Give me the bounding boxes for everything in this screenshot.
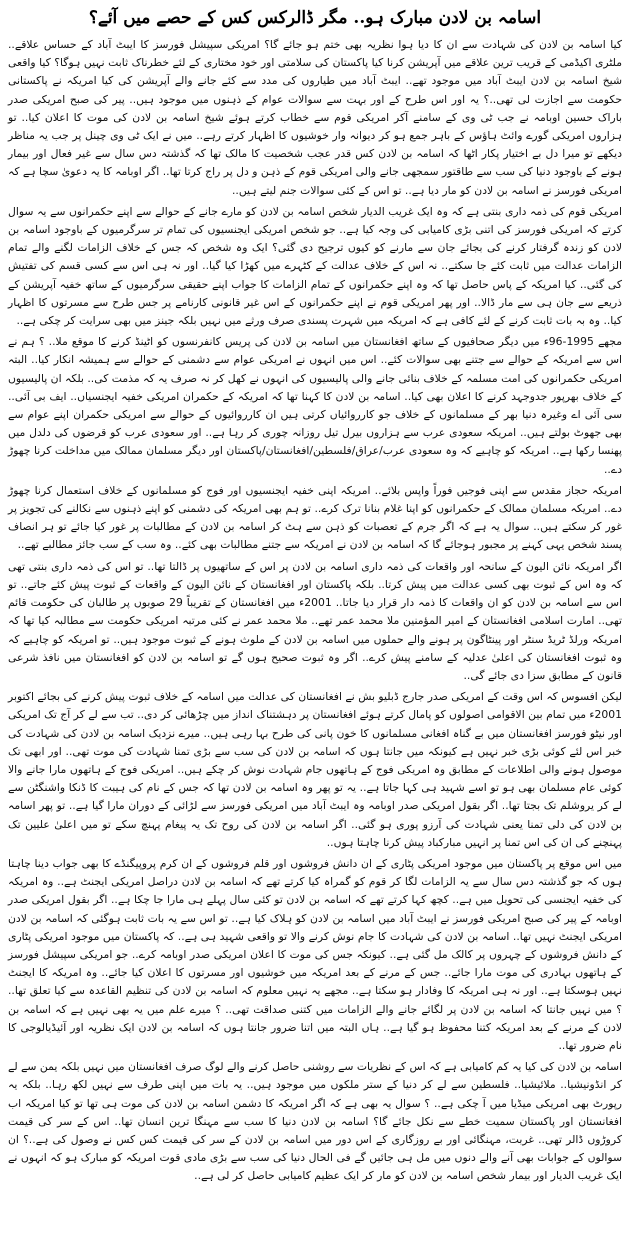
article-paragraph: مجھے 1995-96ء میں دیگر صحافیوں کے ساتھ افغانستان میں اسامہ بن لادن کی پریس کانفرنسوں کو اٹینڈ کرنے کا موقع ملا.. ؟ ہم نے اس سے امریکہ کے حوالے سے جتنے بھی سوالات کئے.. اس میں انہوں نے امریکی عوام سے دشمنی کے حوالے سے ہمیشہ انکار کیا.. البتہ امریکی حکمرانوں کی امت مسلمہ کے خلاف بنائی جانے والی پالیسیوں کی انہوں نے کھل کر نہ صرف یہ کہ مذمت کی.. بلکہ ان پالیسیوں کے خلاف بھرپور جدوجہد کرنے کا اعلان بھی کیا.. اسامہ بن لادن کا کہنا تھا کہ امریکہ کے حکمران امریکی خفیہ ایجنسیاں.. ایف بی آئی.. سی آئی اے وغیرہ دنیا بھر کے مسلمانوں کے خلاف جو کارروائیاں کرتی ہیں ان کارروائیوں کے حوالے سے امریکی حکمران اپنے عوام سے بھی جھوٹ بولتے ہیں.. امریکہ سعودی عرب سے ہزاروں بیرل تیل روزانہ چوری کر رہا ہے.. اور سعودی عرب کو قرضوں کی دلدل میں پھنسا رکھا ہے.. امریکہ کو چاہیے کہ وہ سعودی عرب/عراق/فلسطین/افغانستان/پاکستان اور دیگر مسلمان ممالک میں مداخلت کرنا چھوڑ دے.. (8, 335, 623, 476)
article-paragraph: میں اس موقع پر پاکستان میں موجود امریکی پٹاری کے ان دانش فروشوں اور قلم فروشوں کے ان کرم پروپیگنڈے کا بھی جواب دینا چاہتا ہوں کہ جو گذشتہ دس سال سے یہ الزامات لگا کر قوم کو گمراہ کیا کرتے تھے کہ اسامہ بن لادن دراصل امریکی ایجنٹ ہے.. وہ امریکہ کی خفیہ ایجنسی کی تحویل میں ہے.. کچھ کہا کرتے تھے کہ اسامہ بن لادن تو کئی سال پہلے ہی مارا جا چکا ہے.. اگر بقول امریکی صدر اوبامہ کے پیر کی صبح امریکی فورسز نے ایبٹ آباد میں اسامہ بن لادن کو ہلاک کیا ہے.. تو اس سے یہ بات ثابت ہوگئی کہ اسامہ بن لادن امریکی ایجنٹ نہیں تھا.. اسامہ بن لادن کی شہادت کا جام نوش کرنے والا تو واقعی شہید ہی ہے.. کہ پاکستان میں موجود امریکی پٹاری کے دانش فروشوں کے چہروں پر کالک مل گئی ہے.. کیونکہ جس کی موت کا اعلان امریکی صدر اوبامہ کرے.. جو امریکی سپیشل فورسز کے ہاتھوں بہادری کی موت مارا جائے.. جس کے مرنے کے بعد امریکہ میں خوشیوں اور مسرتوں کا اعلان کیا جائے.. وہ امریکہ کا ایجنٹ نہیں ہوسکتا ہے.. اور نہ ہی امریکہ کا وفادار ہو سکتا ہے.. مجھے یہ نہیں معلوم کہ اسامہ بن لادن کی تنظیم القاعدہ سے کیا تعلق تھا.. ؟ میں نہیں جانتا کہ اسامہ بن لادن پر لگائے جانے والے الزامات میں کتنی صداقت تھی.. ؟ میرے علم میں یہ بھی نہیں ہے کہ اسامہ بن لادن کے مرنے کے بعد امریکہ کتنا محفوظ ہو گیا ہے.. ہاں البتہ میں اتنا ضرور جانتا ہوں کہ اسامہ بن لادن ایک نظریہ اور آئیڈیالوجی کا نام ضرور تھا.. (8, 856, 622, 1052)
article-body (8, 36, 622, 1186)
article-paragraph: کیا اسامہ بن لادن کی شہادت سے ان کا دیا ہوا نظریہ بھی ختم ہو جائے گا؟ امریکی سپیشل فورسز کا ایبٹ آباد کے حساس علاقے.. ملٹری اکیڈمی کے قریب ترین علاقے میں آپریشن کرنا کیا پاکستان کی سلامتی اور خود مختاری کے لئے خطرناک ثابت نہیں ہوگا؟ کیا واقعی شیخ اسامہ بن لادن ایبٹ آباد میں موجود تھے.. ایبٹ آباد میں طیاروں کی مدد سے کئے جانے والے آپریشن کی کیا امریکہ نے پاکستانی حکومت سے اجازت لی تھی..؟ یہ اور اس طرح کے اور بہت سے سوالات عوام کے ذہنوں میں موجود ہیں.. پیر کی صبح امریکی صدر باراک حسین اوبامہ نے جب ٹی وی کے سامنے آکر امریکی قوم سے خطاب کرتے ہوئے شیخ اسامہ بن لادن کی موت کا اعلان کیا.. تو ہزاروں امریکی گورے وائٹ ہاؤس کے باہر جمع ہو کر دیوانہ وار خوشیوں کا اظہار کرتے رہے.. میں نے ایک ٹی وی چینل پر جب یہ مناظر دیکھے تو میرا دل بے اختیار پکار اٹھا کہ اسامہ بن لادن کس قدر عجب شخصیت کا مالک تھا کہ گذشتہ دس سال سے غیر فعال اور بیمار ہونے کے باوجود دنیا کی سب سے طاقتور سمجھی جانے والی امریکی قوم کے ذہن و دل پر راج کرتا تھا.. اگر اوبامہ کا یہ دعویٰ سچا ہے کہ امریکی فورسز نے اسامہ بن لادن کو مار دیا ہے.. تو اس کے کئی سوالات جنم لیتے ہیں.. (8, 38, 622, 197)
article-paragraph: امریکی قوم کی ذمہ داری بنتی ہے کہ وہ ایک غریب الدیار شخص اسامہ بن لادن کو مارے جانے کے حوالے سے اپنے حکمرانوں سے یہ سوال کرتے کہ امریکی فورسز کی اتنی بڑی کامیابی کی وجہ کیا ہے.. جو شخص امریکی ایجنسیوں کی تمام تر سرگرمیوں کے باوجود اسامہ بن لادن کو زندہ گرفتار کرنے کی بجائے جان سے مارنے کو کیوں ترجیح دی گئی؟ ایک وہ شخص کہ جس کے خلاف الزامات لگنے والے تمام الزامات عدالت میں ثابت کئے جا سکتے.. نہ اس کے خلاف عدالت کے کٹہرے میں کھڑا کیا گیا.. اور نہ ہی اس سے کسی قسم کی تفتیش کی گئی.. کیا امریکہ کے پاس حاصل تھا کہ وہ اپنے حکمرانوں کے تمام الزامات کا جواب اپنے حقیقی سرگرمیوں کے ساتھ خفیہ آپریشن کے ذریعے سے جان ہی سے مار ڈالا.. اور پھر امریکی قوم نے اپنے حکمرانوں کے اس غیر قانونی کارنامے پر جس طرح سے مسرتوں کا اظہار کیا.. وہ بہ بات ثابت کرنے کے لئے کافی ہے کہ امریکہ میں شہرت پسندی صرف ورثے میں نہیں بلکہ جینز میں بھی سرایت کر چکی ہے.. (8, 204, 622, 328)
article-paragraph: امریکہ حجاز مقدس سے اپنی فوجیں فوراً واپس بلائے.. امریکہ اپنی خفیہ ایجنسیوں اور فوج کو مسلمانوں کے خلاف استعمال کرنا چھوڑ دے.. امریکہ مسلمان ممالک کے حکمرانوں کو اپنا غلام بنانا ترک کرے.. تو ہم بھی امریکہ کی دشمنی کو اپنے ذہنوں سے نکالنے کی تجویز پر غور کر سکتے ہیں.. سوال یہ ہے کہ اگر جرم کے تعصبات کو ذہن سے ہٹ کر اسامہ بن لادن کے مطالبات پر غور کیا جائے تو ہر انصاف پسند شخص یہی کہنے پر مجبور ہوجائے گا کہ اسامہ بن لادن نے امریکہ سے جتنے مطالبات بھی کئے.. وہ سب کے سب جائز مطالبے تھے.. (8, 483, 622, 552)
article-headline: اسامہ بن لادن مبارک ہو.. مگر ڈالرکس کس کے حصے میں آئے؟ (88, 8, 542, 28)
article-paragraph: لیکن افسوس کہ اس وقت کے امریکی صدر جارج ڈبلیو بش نے افغانستان کی عدالت میں اسامہ کے خلاف ثبوت پیش کرنے کی بجائے اکتوبر 2001ء میں تمام بین الاقوامی اصولوں کو پامال کرتے ہوئے افغانستان پر دہشتناک انداز میں چڑھائی کر دی.. تب سے لے کر آج تک امریکی اور نیٹو فورسز افغانستان میں بے گناہ افغانی مسلمانوں کا خون پانی کی طرح بہا رہی ہیں.. میرے نزدیک اسامہ بن لادن کی شہادت کی خبر اس لئے کوئی بڑی خبر نہیں ہے کیونکہ میں جانتا ہوں کہ اسامہ بن لادن کی سب سے بڑی تمنا شہادت کی موت تھی.. اور ابھی تک موصول ہونے والی اطلاعات کے مطابق وہ امریکی فوج کے ہاتھوں جام شہادت نوش کر چکے ہیں.. امریکی فوج کے ہاتھوں مارا جانے والا کوئی عام مسلمان بھی ہو تو اسے شہید ہی کہا جاتا ہے.. یہ تو پھر وہ اسامہ بن لادن تھا کہ جس کے نام کی ہیبت کا ڈنکا واشنگٹن سے لے کر یروشلم تک بجتا تھا.. اگر بقول امریکی صدر اوبامہ وہ ایبٹ آباد میں امریکی فورسز سے لڑائی کے دوران مارا گیا ہے.. تو پھر اسامہ بن لادن کی دلی تمنا یعنی شہادت کی آرزو پوری ہو گئی.. اگر اسامہ بن لادن کی روح تک یہ پیغام پہنچ سکے تو میں اعلیٰ علیین تک پہنچنے کی ان کی اس تمنا پر انہیں مبارکباد پیش کرنا چاہتا ہوں.. (8, 690, 622, 849)
article-paragraph: اگر امریکہ نائن الیون کے سانحہ اور واقعات کی ذمہ داری اسامہ بن لادن پر اس کے ساتھیوں پر ڈالتا تھا.. تو اس کی ذمہ داری بنتی تھی کہ وہ اس کے ثبوت بھی کسی عدالت میں پیش کرتا.. بلکہ پاکستان اور افغانستان کے نائن الیون کے واقعات کے ثبوت پیش کئے جاتے.. تو اس سے اسامہ بن لادن کو ان واقعات کا ذمہ دار قرار دیا جاتا.. 2001ء میں افغانستان کے تقریباً 29 صوبوں پر طالبان کی حکومت قائم تھی.. امارت اسلامی افغانستان کے امیر المؤمنین ملا محمد عمر تھے.. ملا محمد عمر نے کئی مرتبہ امریکی حکومت سے مطالبہ کیا تھا کہ امریکہ ورلڈ ٹریڈ سنٹر اور پینٹاگون پر ہونے والے حملوں میں اسامہ بن لادن کے ملوث ہونے کے ثبوت موجود ہیں.. تو امریکہ کو چاہیے کہ وہ ثبوت افغانستان کی اعلیٰ عدلیہ کے سامنے پیش کرے.. اگر وہ ثبوت صحیح ہوں گے تو اسامہ بن لادن کو افغانستان میں نافذ شرعی قانون کے مطابق سزا دی جائے گی.. (8, 559, 623, 682)
article-paragraph: اسامہ بن لادن کی کیا یہ کم کامیابی ہے کہ اس کے نظریات سے روشنی حاصل کرنے والے لوگ صرف افغانستان میں نہیں بلکہ یمن سے لے کر انڈونیشیا.. ملائیشیا.. فلسطین سے لے کر دنیا کے ستر ملکوں میں موجود ہیں.. یہ بات میں اپنی طرف سے نہیں لکھ رہا.. بلکہ یہ رپورٹ بھی امریکی میڈیا میں آ چکی ہے.. ؟ سوال یہ بھی ہے کہ اگر امریکہ کا دشمن اسامہ بن لادن کی موت ہی تھا تو کیا امریکہ اب افغانستان اور پاکستان سمیت خطے سے نکل جائے گا؟ اسامہ بن لادن دنیا کا سب سے مہنگا ترین انسان تھا.. اس کے سر کی قیمت کروڑوں ڈالر تھی.. غربت، مہنگائی اور بے روزگاری کے اس دور میں اسامہ بن لادن کے سر کی قیمت کس کس نے وصول کی ہے..؟ ان سوالوں کے جوابات بھی آنے والے دنوں میں مل ہی جائیں گے فی الحال دنیا کی سب سے بڑی مادی قوت امریکہ کو مبارک ہو کہ انہوں نے ایک غریب الدیار اور بیمار شخص اسامہ بن لادن کو مار کر ایک عظیم کامیابی حاصل کر لی ہے.. (8, 1060, 622, 1183)
